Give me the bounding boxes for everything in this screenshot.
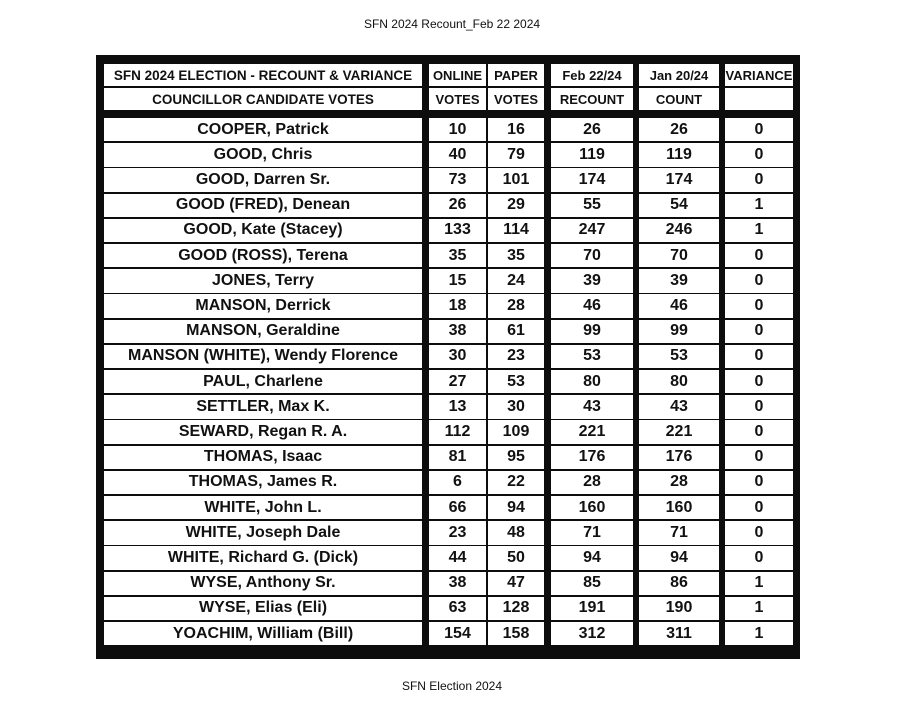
header-paper-line1: PAPER bbox=[488, 64, 544, 86]
header-count-line1: Jan 20/24 bbox=[639, 64, 719, 86]
vote-paper: 35 bbox=[488, 244, 544, 267]
header-online-line1: ONLINE bbox=[429, 64, 486, 86]
vote-online: 40 bbox=[429, 143, 486, 166]
candidate-name: GOOD (ROSS), Terena bbox=[104, 244, 422, 267]
header-name-line1: SFN 2024 ELECTION - RECOUNT & VARIANCE bbox=[104, 64, 422, 86]
vote-variance: 0 bbox=[725, 168, 793, 191]
vote-online: 6 bbox=[429, 471, 486, 494]
vote-variance: 0 bbox=[725, 320, 793, 343]
header-name-line2: COUNCILLOR CANDIDATE VOTES bbox=[104, 88, 422, 110]
vote-count: 246 bbox=[639, 219, 719, 242]
vote-count: 53 bbox=[639, 345, 719, 368]
vote-count: 160 bbox=[639, 496, 719, 519]
candidate-name: WHITE, Joseph Dale bbox=[104, 521, 422, 544]
candidate-name: PAUL, Charlene bbox=[104, 370, 422, 393]
vote-recount: 80 bbox=[551, 370, 633, 393]
vote-paper: 94 bbox=[488, 496, 544, 519]
vote-recount: 174 bbox=[551, 168, 633, 191]
vote-online: 38 bbox=[429, 572, 486, 595]
results-table bbox=[96, 55, 800, 659]
vote-variance: 0 bbox=[725, 345, 793, 368]
vote-online: 133 bbox=[429, 219, 486, 242]
header-recount-line1: Feb 22/24 bbox=[551, 64, 633, 86]
vote-count: 39 bbox=[639, 269, 719, 292]
vote-variance: 1 bbox=[725, 622, 793, 645]
candidate-name: YOACHIM, William (Bill) bbox=[104, 622, 422, 645]
vote-paper: 158 bbox=[488, 622, 544, 645]
vote-variance: 0 bbox=[725, 546, 793, 569]
header-count-line2: COUNT bbox=[639, 88, 719, 110]
vote-online: 13 bbox=[429, 395, 486, 418]
vote-paper: 114 bbox=[488, 219, 544, 242]
vote-online: 27 bbox=[429, 370, 486, 393]
vote-paper: 50 bbox=[488, 546, 544, 569]
header-online-line2: VOTES bbox=[429, 88, 486, 110]
vote-variance: 0 bbox=[725, 370, 793, 393]
candidate-name: JONES, Terry bbox=[104, 269, 422, 292]
vote-count: 86 bbox=[639, 572, 719, 595]
vote-count: 311 bbox=[639, 622, 719, 645]
vote-variance: 0 bbox=[725, 143, 793, 166]
vote-paper: 48 bbox=[488, 521, 544, 544]
vote-recount: 94 bbox=[551, 546, 633, 569]
vote-paper: 61 bbox=[488, 320, 544, 343]
vote-count: 46 bbox=[639, 294, 719, 317]
vote-paper: 101 bbox=[488, 168, 544, 191]
vote-variance: 1 bbox=[725, 572, 793, 595]
vote-variance: 0 bbox=[725, 496, 793, 519]
header-recount-line2: RECOUNT bbox=[551, 88, 633, 110]
vote-paper: 128 bbox=[488, 597, 544, 620]
vote-count: 54 bbox=[639, 194, 719, 217]
header-variance-line2 bbox=[725, 88, 793, 110]
vote-online: 63 bbox=[429, 597, 486, 620]
page-footer: SFN Election 2024 bbox=[401, 679, 503, 693]
candidate-name: MANSON, Geraldine bbox=[104, 320, 422, 343]
vote-count: 80 bbox=[639, 370, 719, 393]
vote-count: 28 bbox=[639, 471, 719, 494]
vote-paper: 23 bbox=[488, 345, 544, 368]
vote-recount: 39 bbox=[551, 269, 633, 292]
vote-variance: 1 bbox=[725, 597, 793, 620]
vote-count: 221 bbox=[639, 420, 719, 443]
vote-recount: 99 bbox=[551, 320, 633, 343]
candidate-name: GOOD, Chris bbox=[104, 143, 422, 166]
vote-online: 38 bbox=[429, 320, 486, 343]
vote-variance: 0 bbox=[725, 471, 793, 494]
vote-recount: 28 bbox=[551, 471, 633, 494]
candidate-name: WYSE, Anthony Sr. bbox=[104, 572, 422, 595]
vote-paper: 53 bbox=[488, 370, 544, 393]
vote-count: 43 bbox=[639, 395, 719, 418]
vote-paper: 16 bbox=[488, 118, 544, 141]
candidate-name: WHITE, Richard G. (Dick) bbox=[104, 546, 422, 569]
page-title: SFN 2024 Recount_Feb 22 2024 bbox=[363, 17, 541, 31]
vote-variance: 1 bbox=[725, 194, 793, 217]
candidate-name: SEWARD, Regan R. A. bbox=[104, 420, 422, 443]
vote-count: 71 bbox=[639, 521, 719, 544]
vote-recount: 43 bbox=[551, 395, 633, 418]
vote-variance: 0 bbox=[725, 118, 793, 141]
vote-count: 119 bbox=[639, 143, 719, 166]
vote-recount: 85 bbox=[551, 572, 633, 595]
candidate-name: WYSE, Elias (Eli) bbox=[104, 597, 422, 620]
vote-paper: 79 bbox=[488, 143, 544, 166]
vote-online: 73 bbox=[429, 168, 486, 191]
vote-paper: 95 bbox=[488, 446, 544, 469]
vote-paper: 28 bbox=[488, 294, 544, 317]
vote-paper: 29 bbox=[488, 194, 544, 217]
vote-online: 15 bbox=[429, 269, 486, 292]
vote-online: 44 bbox=[429, 546, 486, 569]
vote-recount: 221 bbox=[551, 420, 633, 443]
vote-variance: 0 bbox=[725, 244, 793, 267]
vote-recount: 70 bbox=[551, 244, 633, 267]
candidate-name: GOOD, Darren Sr. bbox=[104, 168, 422, 191]
vote-paper: 30 bbox=[488, 395, 544, 418]
vote-recount: 46 bbox=[551, 294, 633, 317]
candidate-name: COOPER, Patrick bbox=[104, 118, 422, 141]
candidate-name: MANSON (WHITE), Wendy Florence bbox=[104, 345, 422, 368]
vote-recount: 53 bbox=[551, 345, 633, 368]
vote-recount: 191 bbox=[551, 597, 633, 620]
vote-online: 35 bbox=[429, 244, 486, 267]
vote-online: 23 bbox=[429, 521, 486, 544]
vote-online: 30 bbox=[429, 345, 486, 368]
candidate-name: WHITE, John L. bbox=[104, 496, 422, 519]
candidate-name: GOOD, Kate (Stacey) bbox=[104, 219, 422, 242]
header-variance-line1: VARIANCE bbox=[725, 64, 793, 86]
vote-online: 10 bbox=[429, 118, 486, 141]
vote-count: 94 bbox=[639, 546, 719, 569]
vote-variance: 0 bbox=[725, 294, 793, 317]
vote-variance: 0 bbox=[725, 420, 793, 443]
vote-variance: 0 bbox=[725, 521, 793, 544]
vote-recount: 26 bbox=[551, 118, 633, 141]
vote-recount: 119 bbox=[551, 143, 633, 166]
vote-variance: 0 bbox=[725, 446, 793, 469]
header-paper-line2: VOTES bbox=[488, 88, 544, 110]
vote-online: 154 bbox=[429, 622, 486, 645]
candidate-name: THOMAS, Isaac bbox=[104, 446, 422, 469]
vote-paper: 22 bbox=[488, 471, 544, 494]
vote-variance: 0 bbox=[725, 269, 793, 292]
vote-recount: 247 bbox=[551, 219, 633, 242]
vote-count: 176 bbox=[639, 446, 719, 469]
vote-paper: 109 bbox=[488, 420, 544, 443]
vote-variance: 1 bbox=[725, 219, 793, 242]
candidate-name: GOOD (FRED), Denean bbox=[104, 194, 422, 217]
candidate-name: THOMAS, James R. bbox=[104, 471, 422, 494]
vote-online: 26 bbox=[429, 194, 486, 217]
vote-count: 26 bbox=[639, 118, 719, 141]
vote-count: 190 bbox=[639, 597, 719, 620]
vote-paper: 47 bbox=[488, 572, 544, 595]
vote-recount: 160 bbox=[551, 496, 633, 519]
candidate-name: SETTLER, Max K. bbox=[104, 395, 422, 418]
vote-count: 99 bbox=[639, 320, 719, 343]
vote-recount: 55 bbox=[551, 194, 633, 217]
vote-variance: 0 bbox=[725, 395, 793, 418]
vote-recount: 71 bbox=[551, 521, 633, 544]
candidate-name: MANSON, Derrick bbox=[104, 294, 422, 317]
vote-online: 81 bbox=[429, 446, 486, 469]
vote-online: 18 bbox=[429, 294, 486, 317]
vote-count: 174 bbox=[639, 168, 719, 191]
vote-paper: 24 bbox=[488, 269, 544, 292]
vote-online: 112 bbox=[429, 420, 486, 443]
vote-count: 70 bbox=[639, 244, 719, 267]
vote-recount: 176 bbox=[551, 446, 633, 469]
vote-recount: 312 bbox=[551, 622, 633, 645]
vote-online: 66 bbox=[429, 496, 486, 519]
